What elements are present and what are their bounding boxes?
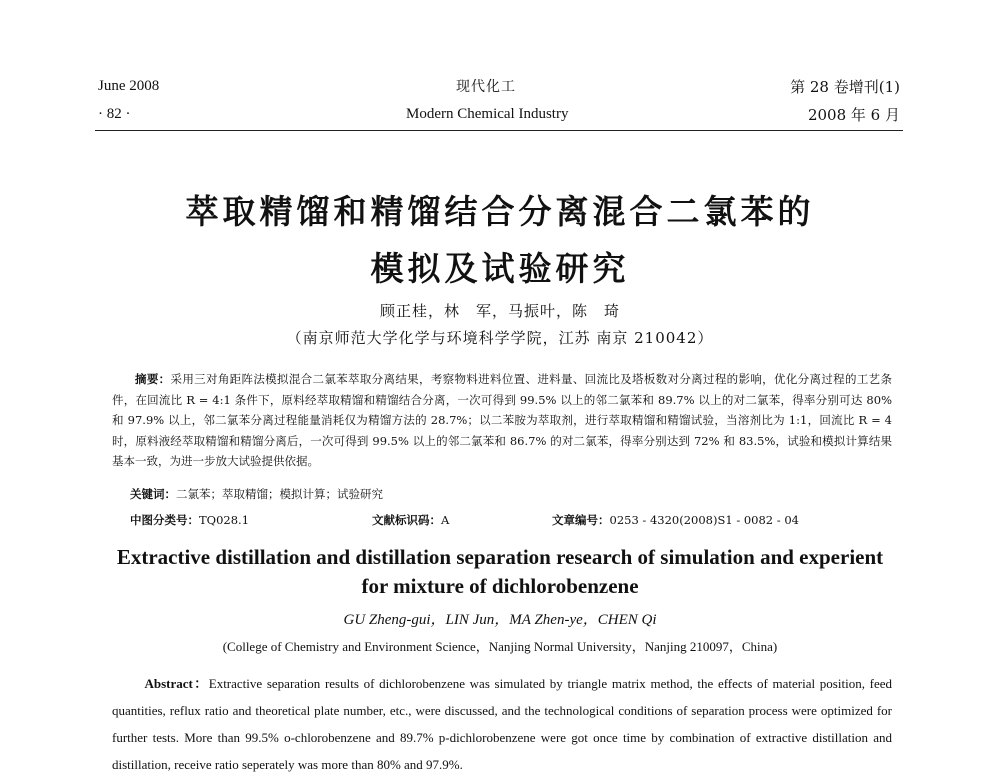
title-zh-line1: 萃取精馏和精馏结合分离混合二氯苯的 bbox=[185, 192, 815, 231]
keywords-zh-text: 二氯苯；萃取精馏；模拟计算；试验研究 bbox=[176, 487, 383, 501]
document-code bbox=[372, 512, 449, 528]
clc-value: TQ028.1 bbox=[199, 513, 250, 527]
authors-en: GU Zheng-gui，LIN Jun，MA Zhen-ye，CHEN Qi bbox=[343, 612, 657, 628]
clc-number bbox=[130, 512, 249, 528]
doc-code-value: A bbox=[441, 513, 450, 527]
authors-zh: 顾正桂，林 军，马振叶，陈 琦 bbox=[379, 302, 620, 320]
abstract-zh-text: 采用三对角距阵法模拟混合二氯苯萃取分离结果，考察物料进料位置、进料量、回流比及塔板数对分离过程的影响，优化分离过程的工艺条件，在回流比 R = 4:1 条件下，原料经萃取精馏和精馏结合分离，一次可得到 99.5% 以上的邻二氯苯和 89.7% 以上的对二氯苯，得率分别可达 80% 和 97.9% 以上，邻二氯苯分离过程能量消耗仅为精馏方法的 28.7%；以二苯胺为萃取剂，进行萃取精馏和精馏试验，当溶剂比为 1:1，回流比 R = 4 时，原料液经萃取精馏和精馏分离后，一次可得到 99.5% 以上的邻二氯苯和 86.7% 的对二氯苯，得率分别达到 72% 和 83.5%，试验和模拟计算结果基本一致，为进一步放大试验提供依据。 bbox=[112, 372, 892, 468]
article-number bbox=[552, 512, 799, 528]
title-en-line2: for mixture of dichlorobenzene bbox=[361, 574, 639, 598]
abstract-zh-label: 摘要： bbox=[135, 372, 171, 386]
doc-code-label: 文献标识码： bbox=[372, 513, 441, 527]
abstract-zh bbox=[112, 369, 892, 472]
header-year-month: 2008 年 6 月 bbox=[807, 106, 900, 124]
keywords-zh-label: 关键词： bbox=[130, 487, 176, 501]
header-date-en: June 2008 bbox=[98, 78, 160, 94]
header-volume: 第 28 卷增刊(1) bbox=[790, 78, 900, 96]
header-rule bbox=[95, 130, 903, 131]
affiliation-zh: （南京师范大学化学与环境科学学院，江苏 南京 210042） bbox=[286, 329, 714, 347]
clc-label: 中图分类号： bbox=[130, 513, 199, 527]
abstract-en-text: Extractive separation results of dichlorobenzene was simulated by triangle matrix method, the effects of material position, feed quantities, reflux ratio and theoretical plate number, etc., were discussed, and the technological conditions of separation process were optimized for further tests. More than 99.5% o-chlorobenzene and 89.7% p-dichlorobenzene were got once time by combination of extractive distillation and distillation, receive ratio seperately was more than 80% and 97.9%. bbox=[112, 676, 892, 772]
article-number-value: 0253 - 4320(2008)S1 - 0082 - 04 bbox=[609, 513, 799, 527]
affiliation-en: (College of Chemistry and Environment Science，Nanjing Normal University，Nanjing 210097，China) bbox=[222, 639, 778, 654]
keywords-zh bbox=[130, 486, 383, 502]
header-page-number: · 82 · bbox=[98, 106, 131, 122]
title-en-line1: Extractive distillation and distillation separation research of simulation and experient bbox=[116, 545, 884, 569]
header-journal-en: Modern Chemical Industry bbox=[406, 106, 569, 122]
header-journal-cn: 现代化工 bbox=[456, 79, 516, 95]
article-number-label: 文章编号： bbox=[552, 513, 610, 527]
abstract-en bbox=[112, 670, 892, 778]
title-zh-line2: 模拟及试验研究 bbox=[370, 249, 630, 288]
abstract-en-label: Abstract： bbox=[144, 676, 209, 691]
